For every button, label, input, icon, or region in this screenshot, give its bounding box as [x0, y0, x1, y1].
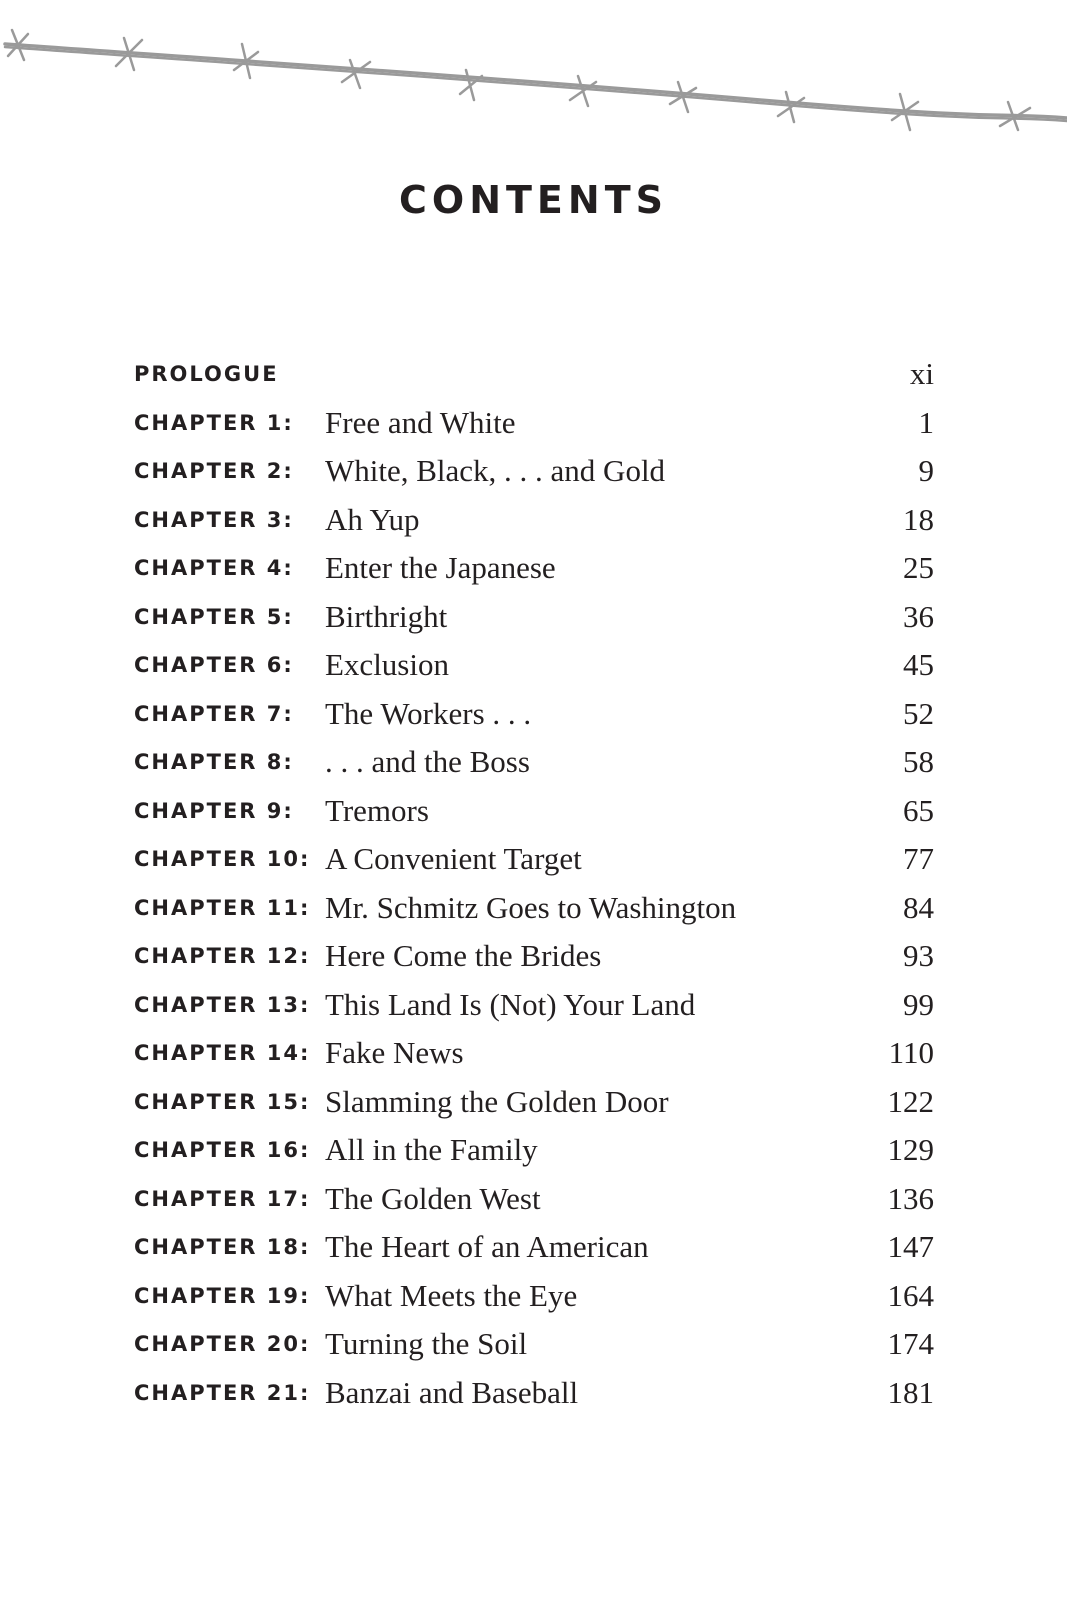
toc-entry-page-number: 110 — [888, 1035, 934, 1070]
toc-entry-title: All in the Family — [325, 1132, 538, 1167]
toc-entry-label: CHAPTER 5: — [134, 604, 294, 629]
toc-entry-page-number: 93 — [903, 938, 934, 973]
toc-entry-page-number: 174 — [887, 1326, 934, 1361]
toc-entry-label: CHAPTER 7: — [134, 701, 294, 726]
toc-entry-page-number: 181 — [887, 1374, 934, 1410]
toc-entry — [134, 987, 934, 1036]
page-title: CONTENTS — [399, 178, 668, 222]
toc-entry-title: The Heart of an American — [325, 1229, 649, 1264]
toc-entry-label: CHAPTER 12: — [134, 944, 311, 968]
toc-entry-label: CHAPTER 9: — [134, 798, 294, 823]
toc-entry — [134, 405, 934, 454]
toc-entry-page-number: 136 — [887, 1180, 934, 1216]
toc-entry-label: CHAPTER 2: — [134, 459, 294, 483]
toc-entry — [134, 696, 934, 745]
toc-entry-page-number: 9 — [918, 453, 934, 488]
toc-entry — [134, 793, 934, 842]
toc-entry-title: Free and White — [325, 404, 516, 440]
toc-entry-title: White, Black, . . . and Gold — [325, 453, 666, 488]
toc-entry-page-number: 84 — [903, 889, 934, 925]
toc-entry-title: Fake News — [325, 1035, 464, 1070]
toc-entry — [134, 841, 934, 890]
toc-entry — [134, 1084, 934, 1133]
toc-entry-page-number: 18 — [903, 501, 934, 537]
toc-entry-label: CHAPTER 1: — [134, 410, 294, 435]
toc-entry-title: The Golden West — [325, 1180, 541, 1216]
toc-entry-page-number: 164 — [887, 1277, 934, 1313]
toc-entry-label: CHAPTER 18: — [134, 1235, 311, 1259]
toc-entry-label: CHAPTER 10: — [134, 847, 311, 871]
toc-entry-label: CHAPTER 19: — [134, 1283, 311, 1308]
barbed-wire-icon — [0, 0, 1067, 150]
toc-entry-label: CHAPTER 8: — [134, 750, 294, 774]
toc-entry-page-number: 99 — [903, 986, 934, 1022]
toc-entry-label: CHAPTER 4: — [134, 556, 294, 580]
toc-entry-page-number: xi — [909, 356, 934, 391]
toc-entry-page-number: 1 — [918, 404, 934, 440]
toc-entry-label: PROLOGUE — [134, 362, 279, 386]
toc-entry — [134, 550, 934, 599]
toc-entry — [134, 453, 934, 502]
toc-entry-label: CHAPTER 11: — [134, 895, 311, 920]
toc-entry — [134, 502, 934, 551]
toc-entry-label: CHAPTER 16: — [134, 1138, 311, 1162]
toc-entry-page-number: 58 — [903, 744, 934, 779]
toc-entry-title: The Workers . . . — [325, 695, 532, 731]
toc-entry-page-number: 52 — [903, 695, 934, 731]
toc-entry-title: Here Come the Brides — [325, 938, 602, 973]
toc-entry — [134, 1326, 934, 1375]
toc-entry — [134, 1278, 934, 1327]
toc-entry-title: Mr. Schmitz Goes to Washington — [325, 889, 737, 925]
toc-entry-page-number: 65 — [903, 792, 934, 828]
toc-entry-title: What Meets the Eye — [325, 1277, 578, 1313]
toc-entry-title: This Land Is (Not) Your Land — [325, 986, 696, 1022]
toc-entry-page-number: 129 — [887, 1132, 934, 1167]
toc-entry-title: Tremors — [325, 792, 429, 828]
toc-entry-title: Ah Yup — [325, 501, 420, 537]
toc-entry-title: Enter the Japanese — [325, 550, 556, 585]
toc-entry-page-number: 25 — [903, 550, 934, 585]
toc-entry-page-number: 36 — [903, 598, 934, 634]
toc-entry — [134, 938, 934, 987]
toc-entry-label: CHAPTER 21: — [134, 1380, 311, 1405]
toc-entry-page-number: 77 — [903, 841, 934, 876]
toc-entry-title: Exclusion — [325, 647, 449, 682]
toc-entry — [134, 1229, 934, 1278]
toc-entry-label: CHAPTER 13: — [134, 992, 311, 1017]
toc-entry-label: CHAPTER 14: — [134, 1041, 311, 1065]
toc-entry-label: CHAPTER 3: — [134, 507, 294, 532]
toc-entry-label: CHAPTER 20: — [134, 1332, 311, 1356]
toc-entry — [134, 647, 934, 696]
toc-entry — [134, 356, 934, 405]
toc-entry-title: Slamming the Golden Door — [325, 1083, 669, 1119]
toc-entry-title: Turning the Soil — [325, 1326, 528, 1361]
toc-entry-label: CHAPTER 6: — [134, 653, 294, 677]
toc-entry-page-number: 122 — [887, 1083, 934, 1119]
toc-entry — [134, 890, 934, 939]
toc-entry-title: Birthright — [325, 598, 448, 634]
toc-entry-title: A Convenient Target — [325, 841, 582, 876]
toc-entry — [134, 744, 934, 793]
toc-entry-title: Banzai and Baseball — [325, 1374, 579, 1410]
toc-entry — [134, 1375, 934, 1424]
toc-entry-page-number: 45 — [903, 647, 934, 682]
toc-entry — [134, 1035, 934, 1084]
toc-entry — [134, 599, 934, 648]
toc-entry-label: CHAPTER 15: — [134, 1089, 311, 1114]
toc-entry-page-number: 147 — [887, 1229, 934, 1264]
toc-entry — [134, 1181, 934, 1230]
toc-entry-title: . . . and the Boss — [325, 744, 530, 779]
toc-entry — [134, 1132, 934, 1181]
table-of-contents — [134, 356, 934, 1423]
toc-entry-label: CHAPTER 17: — [134, 1186, 311, 1211]
